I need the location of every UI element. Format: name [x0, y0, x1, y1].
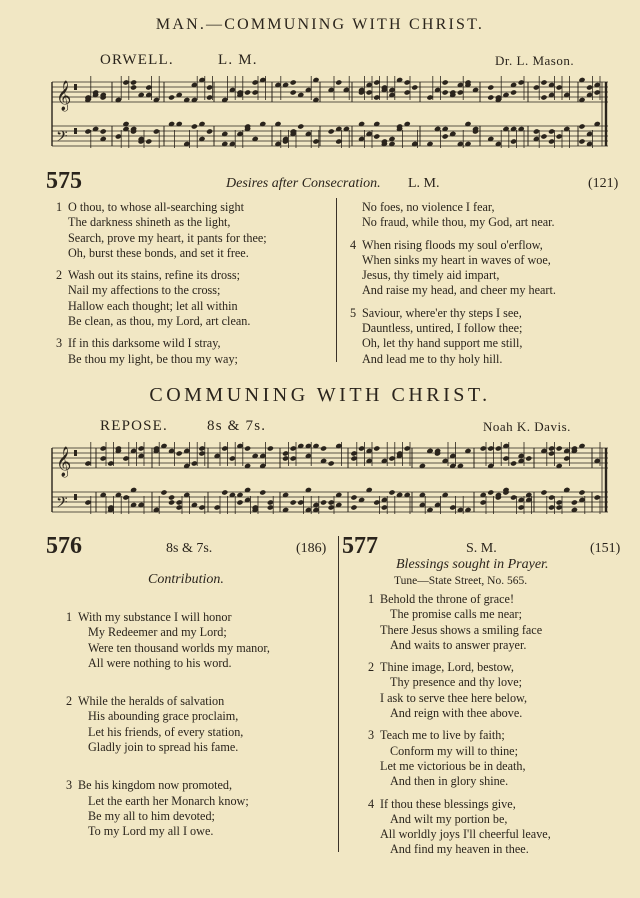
hymn-number-577: 577 [342, 533, 378, 559]
note-head-icon [297, 123, 304, 129]
hymn-577-line: And waits to answer prayer. [390, 637, 527, 652]
hymn-tune-ref-577: Tune—State Street, No. 565. [394, 575, 528, 587]
tune-name-orwell: ORWELL. [100, 52, 174, 68]
note-head-icon [388, 489, 395, 495]
hymn-577-line: All worldly joys I'll cheerful leave, [380, 827, 551, 842]
note-head-icon [540, 79, 547, 85]
tune-meter-repose: 8s & 7s. [207, 418, 267, 434]
note-head-icon [578, 123, 585, 129]
note-head-icon [244, 89, 251, 95]
note-head-icon [191, 123, 198, 129]
hymn-575-line: 1 O thou, to whose all-searching sight [56, 200, 245, 214]
hymn-577-verses [368, 592, 633, 865]
flat-sign-icon [74, 84, 77, 90]
hymn-577-line: 1 Behold the throne of grace! [368, 592, 515, 606]
hymn-number-576: 576 [46, 533, 82, 559]
hymn-meter-577: S. M. [466, 541, 497, 556]
treble-clef-icon: 𝄞 [56, 81, 72, 111]
hymn-577-line: 3 Teach me to live by faith; [368, 728, 505, 743]
hymn-575-line: Nail my affections to the cross; [68, 283, 221, 298]
note-head-icon [290, 499, 297, 505]
note-head-icon [145, 138, 152, 144]
note-head-icon [244, 445, 251, 451]
bass-clef-icon: 𝄢 [56, 128, 68, 149]
note-head-icon [267, 445, 274, 451]
hymn-575-line: Hallow each thought; let all within [68, 298, 238, 313]
hymn-575-line: 2 Wash out its stains, refine its dross; [56, 268, 240, 283]
hymn-575-line: Oh, burst these bonds, and set it free. [68, 245, 249, 260]
hymn-subtitle-577: Blessings sought in Prayer. [396, 557, 549, 572]
hymn-576-line: My Redeemer and my Lord; [88, 625, 227, 640]
note-head-icon [130, 79, 137, 85]
note-head-icon [510, 89, 517, 95]
note-head-icon [176, 450, 183, 456]
flat-sign-icon [74, 128, 77, 134]
note-head-icon [442, 133, 449, 139]
note-head-icon [350, 504, 357, 510]
tune-composer-orwell: Dr. L. Mason. [495, 53, 575, 68]
hymn-ref-576: (186) [296, 541, 327, 556]
note-head-icon [540, 94, 547, 100]
note-head-icon [236, 499, 243, 505]
hymn-577-line: Conform my will to thine; [390, 743, 518, 758]
note-head-icon [168, 94, 175, 100]
hymn-subtitle-576: Contribution. [148, 572, 224, 587]
hymn-576-line: Be my all to him devoted; [88, 808, 215, 823]
hymn-577-line: The promise calls me near; [390, 607, 522, 622]
hymn-ref-577: (151) [590, 541, 621, 556]
note-head-icon [290, 79, 297, 85]
hymn-575-right-column [350, 200, 630, 367]
hymn-575-line: And lead me to thy holy hill. [362, 351, 503, 366]
note-head-icon [487, 94, 494, 100]
note-head-icon [168, 499, 175, 505]
note-head-icon [525, 455, 532, 461]
hymn-576-line: Gladly join to spread his fame. [88, 740, 239, 755]
note-head-icon [320, 499, 327, 505]
hymn-ref-575: (121) [588, 176, 619, 191]
note-head-icon [540, 489, 547, 495]
hymn-576-line: His abounding grace proclaim, [88, 709, 239, 724]
hymn-576-line: 1 With my substance I will honor [66, 610, 232, 624]
note-head-icon [320, 445, 327, 451]
note-head-icon [290, 89, 297, 95]
hymn-575-line: No foes, no violence I fear, [362, 200, 495, 214]
hymn-575-line: When sinks my heart in waves of woe, [362, 252, 551, 267]
hymn-577-line: And wilt my portion be, [390, 811, 508, 826]
hymn-577-line: There Jesus shows a smiling face [380, 622, 543, 637]
tune-name-repose: REPOSE. [100, 418, 168, 434]
note-head-icon [100, 128, 107, 134]
note-head-icon [571, 499, 578, 505]
note-head-icon [487, 489, 494, 495]
hymn-577-line: And reign with thee above. [390, 706, 523, 721]
note-head-icon [510, 460, 517, 466]
hymn-577-line: Let me victorious be in death, [380, 758, 526, 773]
hymn-576-verses [66, 610, 336, 863]
note-head-icon [335, 79, 342, 85]
hymn-577-line: And find my heaven in thee. [390, 842, 529, 857]
note-head-icon [578, 489, 585, 495]
hymn-576-line: All were nothing to his word. [88, 655, 232, 670]
hymn-576-line: 2 While the heralds of salvation [66, 694, 225, 709]
hymn-576-line: Were ten thousand worlds my manor, [88, 640, 270, 655]
hymn-576-line: To my Lord my all I owe. [88, 824, 214, 839]
tune-meter-orwell: L. M. [218, 52, 258, 68]
music-score-repose [52, 436, 632, 531]
note-head-icon [328, 460, 335, 466]
note-head-icon [442, 89, 449, 95]
note-head-icon [168, 494, 175, 500]
note-head-icon [221, 489, 228, 495]
hymn-577-line: I ask to serve thee here below, [380, 690, 528, 705]
column-divider [336, 198, 337, 362]
note-head-icon [259, 489, 266, 495]
note-head-icon [556, 445, 563, 451]
hymn-575-line: 3 If in this darksome wild I stray, [56, 336, 221, 351]
flat-sign-icon [74, 450, 77, 456]
hymn-title-575: Desires after Consecration. [226, 176, 381, 191]
hymn-575-line: Dauntless, untired, I follow thee; [362, 321, 523, 336]
page-header: MAN.—COMMUNING WITH CHRIST. [155, 16, 485, 33]
hymn-575-line: Jesus, thy timely aid impart, [362, 268, 500, 283]
note-head-icon [540, 133, 547, 139]
hymn-575-line: Be thou my light, be thou my way; [68, 351, 238, 366]
section-title: COMMUNING WITH CHRIST. [149, 384, 491, 406]
hymn-meter-575: L. M. [408, 176, 440, 191]
music-score-orwell [52, 70, 632, 170]
note-head-icon [206, 128, 213, 134]
note-head-icon [442, 79, 449, 85]
hymn-575-line: Search, prove my heart, it pants for thee; [68, 230, 267, 245]
hymn-575-left-column [56, 200, 341, 367]
hymn-number-575: 575 [46, 168, 82, 194]
note-head-icon [130, 84, 137, 90]
note-head-icon [578, 138, 585, 144]
note-head-icon [328, 128, 335, 134]
note-head-icon [487, 84, 494, 90]
note-head-icon [160, 489, 167, 495]
hymn-575-line: 5 Saviour, where'er thy steps I see, [350, 305, 522, 320]
hymn-576-line: Let the earth her Monarch know; [88, 793, 249, 808]
hymn-575-line: Be clean, as thou, my Lord, art clean. [68, 314, 251, 329]
note-head-icon [411, 84, 418, 90]
hymn-577-line: And then in glory shine. [390, 774, 509, 789]
column-divider-2 [338, 536, 339, 852]
note-head-icon [350, 494, 357, 500]
hymn-577-line: 4 If thou these blessings give, [368, 796, 516, 811]
hymn-577-line: 2 Thine image, Lord, bestow, [368, 660, 514, 675]
hymn-575-line: And raise my head, and cheer my heart. [362, 283, 556, 298]
note-head-icon [373, 133, 380, 139]
tune-composer-repose: Noah K. Davis. [483, 419, 571, 434]
bass-clef-icon: 𝄢 [56, 494, 68, 515]
hymn-575-line: 4 When rising floods my soul o'erflow, [350, 237, 543, 252]
hymn-575-line: The darkness shineth as the light, [68, 215, 231, 230]
flat-sign-icon [74, 494, 77, 500]
hymn-575-line: Oh, let thy hand support me still, [362, 336, 523, 351]
note-head-icon [373, 445, 380, 451]
hymn-577-line: Thy presence and thy love; [390, 675, 522, 690]
hymn-576-line: 3 Be his kingdom now promoted, [66, 778, 233, 793]
hymn-576-line: Let his friends, of every station, [88, 724, 244, 739]
treble-clef-icon: 𝄞 [56, 447, 72, 477]
hymn-meter-576: 8s & 7s. [166, 541, 213, 556]
hymn-575-line: No fraud, while thou, my God, art near. [362, 215, 555, 230]
